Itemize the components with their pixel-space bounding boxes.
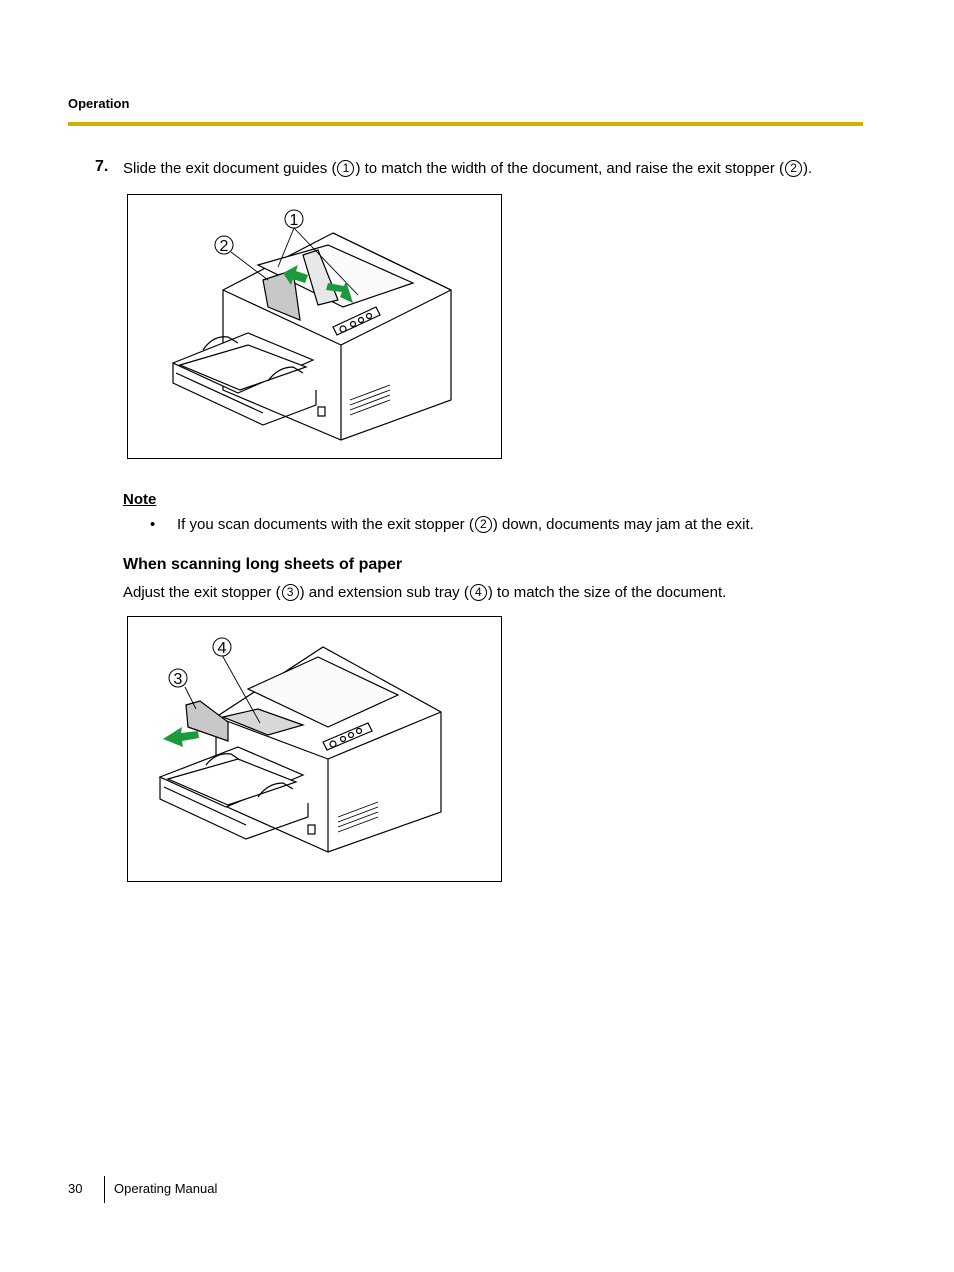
step-text-b: ) to match the width of the document, and raise the exit stopper ( xyxy=(355,160,785,177)
section-header: Operation xyxy=(68,96,130,111)
step-text-a: Slide the exit document guides ( xyxy=(123,160,337,177)
figure-scanner-exit-guides xyxy=(127,194,502,459)
long-text-a: Adjust the exit stopper ( xyxy=(123,584,281,601)
long-text-b: ) and extension sub tray ( xyxy=(299,584,469,601)
callout-mark-1: 1 xyxy=(337,160,354,177)
note-title: Note xyxy=(123,491,157,508)
callout-mark-3: 3 xyxy=(282,584,299,601)
callout-mark-2: 2 xyxy=(785,160,802,177)
figure1-label-2: 2 xyxy=(219,238,229,255)
footer-divider xyxy=(104,1176,105,1203)
header-rule xyxy=(68,122,863,126)
figure1-label-1: 1 xyxy=(289,212,299,229)
footer-title: Operating Manual xyxy=(114,1181,218,1196)
scanner-illustration-2 xyxy=(128,617,501,881)
subheading-long-sheets: When scanning long sheets of paper xyxy=(123,556,403,573)
scanner-illustration-1 xyxy=(128,195,501,458)
note-text-a: If you scan documents with the exit stopper ( xyxy=(177,516,474,533)
figure-scanner-long-sheets xyxy=(127,616,502,882)
callout-mark-4: 4 xyxy=(470,584,487,601)
note-text-b: ) down, documents may jam at the exit. xyxy=(492,516,754,533)
note-text xyxy=(177,516,754,533)
long-sheets-paragraph xyxy=(123,584,726,601)
figure2-label-3: 3 xyxy=(173,671,183,688)
long-text-c: ) to match the size of the document. xyxy=(487,584,727,601)
step-number: 7. xyxy=(95,158,109,175)
figure2-label-4: 4 xyxy=(217,640,227,657)
step-text xyxy=(123,160,812,177)
step-text-c: ). xyxy=(803,160,813,177)
bullet: • xyxy=(150,516,156,533)
page-number: 30 xyxy=(68,1181,83,1196)
callout-mark-2-note: 2 xyxy=(475,516,492,533)
